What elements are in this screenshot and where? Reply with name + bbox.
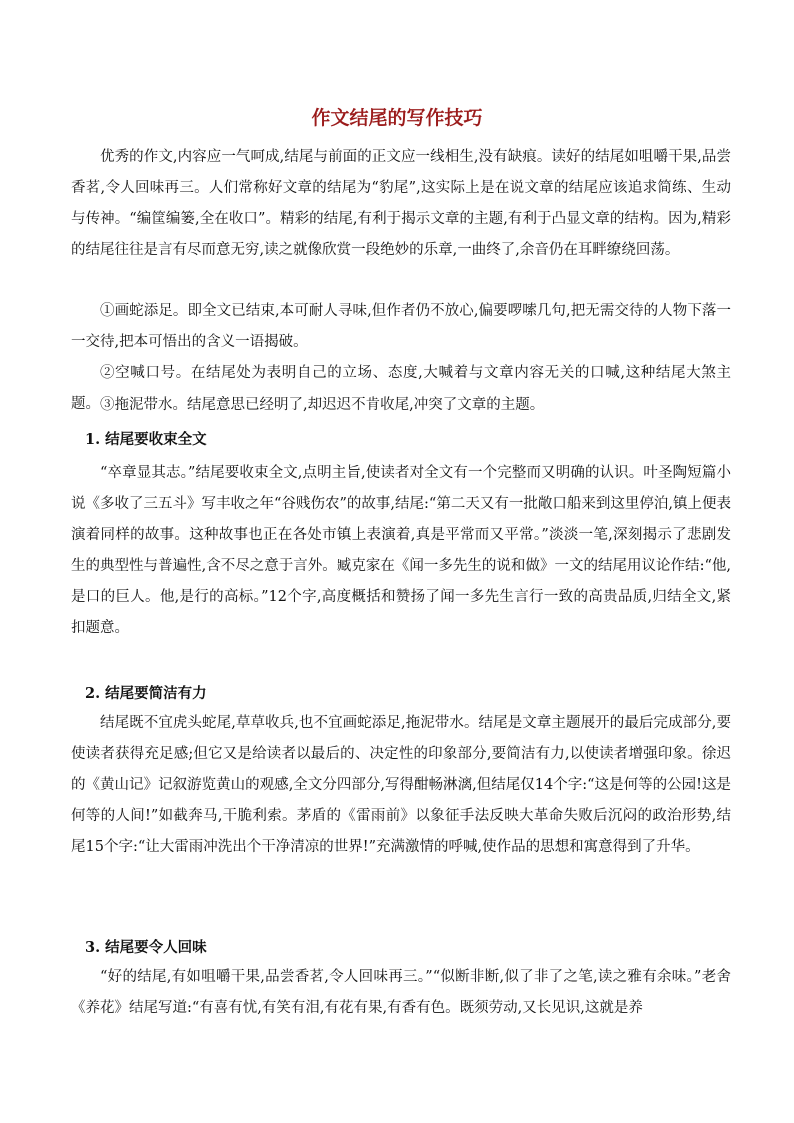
section-heading-3: 3. 结尾要令人回味 xyxy=(85,939,207,956)
section-body-1: “卒章显其志。”结尾要收束全文,点明主旨,使读者对全文有一个完整而又明确的认识。叶圣陶短篇小说《多收了三五斗》写丰收之年“谷贱伤农”的故事,结尾:“第二天又有一批敞口船来到这里停泊,镇上便表演着同样的故事。这种故事也正在各处市镇上表演着,真是平常而又平常。”淡淡一笔,深刻揭示了悲剧发生的典型性与普遍性,含不尽之意于言外。臧克家在《闻一多先生的说和做》一文的结尾用议论作结:“他,是口的巨人。他,是行的高标。”12个字,高度概括和赞扬了闻一多先生言行一致的高贵品质,归结全文,紧扣题意。 xyxy=(71,465,731,636)
section-heading-2: 2. 结尾要简洁有力 xyxy=(85,685,207,702)
intro-paragraph: 优秀的作文,内容应一气呵成,结尾与前面的正文应一线相生,没有缺痕。读好的结尾如咀嚼干果,品尝香茗,令人回味再三。人们常称好文章的结尾为“豹尾”,这实际上是在说文章的结尾应该追求简练、生动与传神。“编筐编篓,全在收口”。精彩的结尾,有利于揭示文章的主题,有利于凸显文章的结构。因为,精彩的结尾往往是言有尽而意无穷,读之就像欣赏一段绝妙的乐章,一曲终了,余音仍在耳畔缭绕回荡。 xyxy=(71,149,731,258)
document-title: 作文结尾的写作技巧 xyxy=(311,107,483,129)
fault-item-2: ②空喊口号。在结尾处为表明自己的立场、态度,大喊着与文章内容无关的口喊,这种结尾大煞主题。 xyxy=(71,365,731,412)
fault-item-1: ①画蛇添足。即全文已结束,本可耐人寻味,但作者仍不放心,偏要啰嗦几句,把无需交待的人物下落一一交待,把本可悟出的含义一语揭破。 xyxy=(71,303,731,350)
section-heading-1: 1. 结尾要收束全文 xyxy=(85,431,207,448)
section-body-2: 结尾既不宜虎头蛇尾,草草收兵,也不宜画蛇添足,拖泥带水。结尾是文章主题展开的最后完成部分,要使读者获得充足感;但它又是给读者以最后的、决定性的印象部分,要简洁有力,以使读者增强印象。徐迟的《黄山记》记叙游览黄山的观感,全文分四部分,写得酣畅淋漓,但结尾仅14个字:“这是何等的公园!这是何等的人间!”如截奔马,干脆利索。茅盾的《雷雨前》以象征手法反映大革命失败后沉闷的政治形势,结尾15个字:“让大雷雨冲洗出个干净清凉的世界!”充满激情的呼喊,使作品的思想和寓意得到了升华。 xyxy=(71,715,731,855)
section-body-3: “好的结尾,有如咀嚼干果,品尝香茗,令人回味再三。”“似断非断,似了非了之笔,读之雅有余味。”老舍《养花》结尾写道:“有喜有忧,有笑有泪,有花有果,有香有色。既须劳动,又长见识,这就是养 xyxy=(71,969,731,1016)
fault-item-3: ③拖泥带水。结尾意思已经明了,却迟迟不肯收尾,冲突了文章的主题。 xyxy=(100,397,545,413)
